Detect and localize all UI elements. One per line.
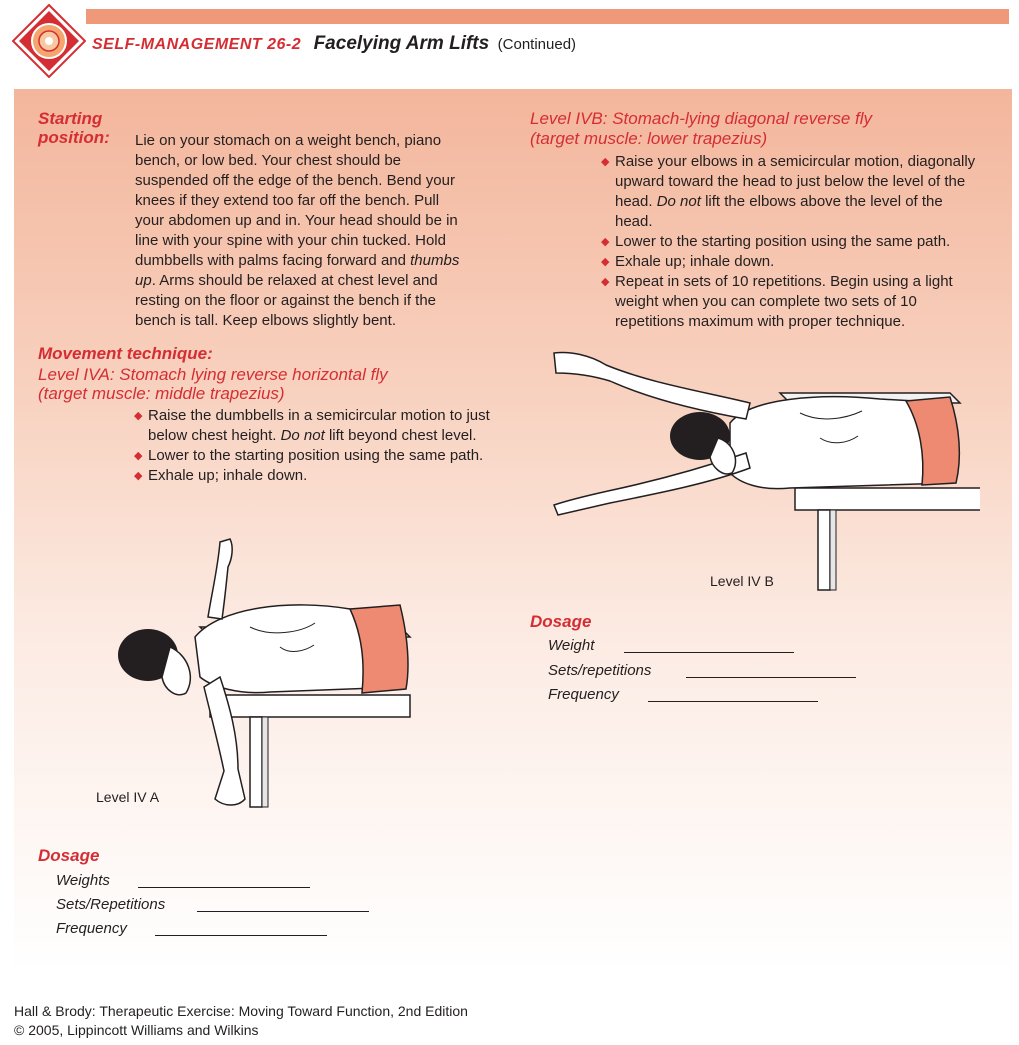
level-a-title: Level IVA: Stomach lying reverse horizontal fly xyxy=(38,365,388,384)
frequency-field-right[interactable] xyxy=(648,701,818,702)
dosage-heading-right: Dosage xyxy=(530,612,592,631)
weights-label: Weights xyxy=(56,872,110,889)
content-panel xyxy=(14,89,1012,971)
list-item: ◆ Exhale up; inhale down. xyxy=(601,253,775,270)
list-item: ◆ Lower to the starting position using the same path. xyxy=(134,447,484,464)
level-iv-b-illustration xyxy=(550,343,980,593)
caption-level-iv-b: Level IV B xyxy=(710,573,774,589)
footer-citation: Hall & Brody: Therapeutic Exercise: Moving Toward Function, 2nd Edition xyxy=(14,1003,468,1019)
sets-repetitions-label: Sets/Repetitions xyxy=(56,896,166,913)
list-item: ◆ Raise your elbows in a semicircular motion, diagonally upward toward the head to just below the level of the head. Do not lift the elbows above the level of the head. xyxy=(601,153,976,230)
list-item: ◆ Exhale up; inhale down. xyxy=(134,467,308,484)
level-a-target: (target muscle: middle trapezius) xyxy=(38,384,285,403)
list-item: ◆ Lower to the starting position using the same path. xyxy=(601,233,951,250)
level-b-list xyxy=(599,152,984,332)
frequency-label-right: Frequency xyxy=(548,686,619,703)
starting-label: Starting position: xyxy=(38,109,110,147)
level-b-target: (target muscle: lower trapezius) xyxy=(530,129,768,148)
weight-label: Weight xyxy=(548,637,595,654)
level-b-title: Level IVB: Stomach-lying diagonal reverse fly xyxy=(530,109,873,128)
frequency-label-left: Frequency xyxy=(56,920,127,937)
series-label: SELF-MANAGEMENT 26-2 xyxy=(92,36,302,53)
page-title: Facelying Arm Lifts xyxy=(313,33,490,54)
page-header xyxy=(92,33,576,55)
dosage-heading-left: Dosage xyxy=(38,846,100,865)
sets-repetitions-field[interactable] xyxy=(197,911,369,912)
sets-repetitions-field-right[interactable] xyxy=(686,677,856,678)
caption-level-iv-a: Level IV A xyxy=(96,789,160,805)
frequency-field-left[interactable] xyxy=(155,935,327,936)
level-a-list xyxy=(132,406,494,486)
movement-heading: Movement technique: xyxy=(38,344,213,363)
sets-repetitions-label-right: Sets/repetitions xyxy=(548,662,652,679)
list-item: ◆ Repeat in sets of 10 repetitions. Begin using a light weight when you can complete two sets of 10 repetitions maximum with proper technique. xyxy=(601,273,953,330)
level-iv-a-illustration xyxy=(100,537,430,819)
weight-field[interactable] xyxy=(624,652,794,653)
weights-field[interactable] xyxy=(138,887,310,888)
logo-icon xyxy=(12,4,86,78)
footer-copyright: © 2005, Lippincott Williams and Wilkins xyxy=(14,1022,259,1038)
continued-label: (Continued) xyxy=(497,36,577,53)
list-item: ◆ Raise the dumbbells in a semicircular motion to just below chest height. Do not lift beyond chest level. xyxy=(134,407,490,444)
header-bar xyxy=(86,9,1009,24)
starting-text: Lie on your stomach on a weight bench, piano bench, or low bed. Your chest should be suspended off the edge of the bench. Bend your knees if they extend too far off the bench. Pull your abdomen up and in. Your head should be in line with your spine with your chin tucked. Hold dumbbells with palms facing forward and thumbs up. Arms should be relaxed at chest level and resting on the floor or against the bench if the bench is tall. Keep elbows slightly bent. xyxy=(135,132,460,329)
